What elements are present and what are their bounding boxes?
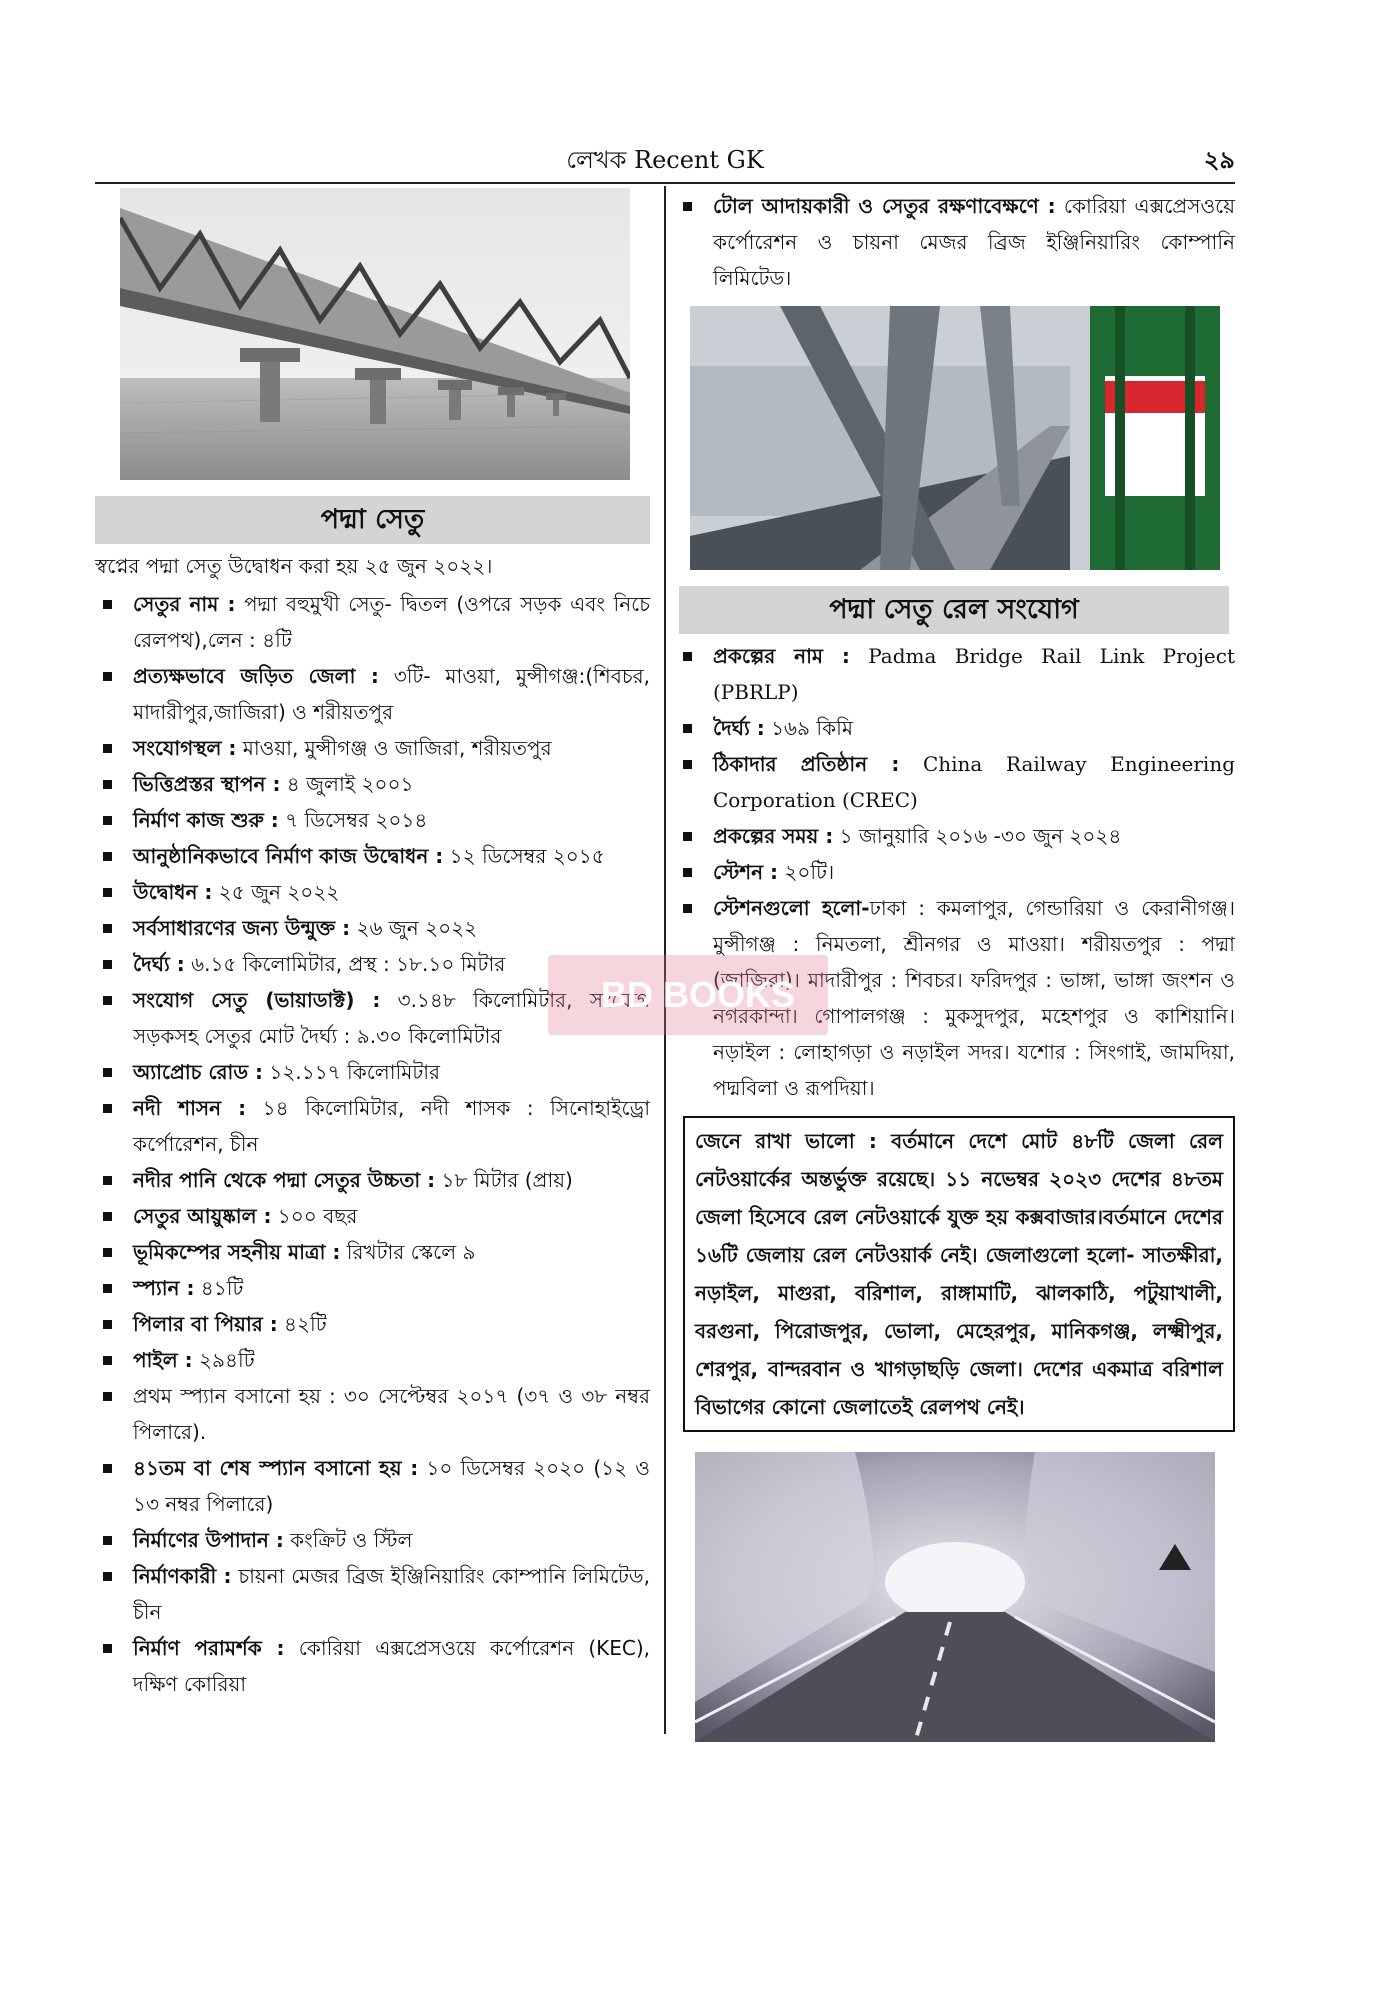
item-label: সংযোগ সেতু (ভায়াডাক্ট) : <box>133 988 381 1012</box>
item-text: ৪১টি <box>194 1276 244 1300</box>
list-item <box>95 1378 650 1450</box>
tunnel-photo <box>695 1452 1215 1742</box>
padma-facts-list <box>95 586 650 1702</box>
watermark-text: BD BOOKS <box>600 974 795 1015</box>
item-text: Padma Bridge Rail Link Project (PBRLP) <box>713 644 1235 704</box>
list-item <box>675 188 1235 296</box>
item-label: প্রকল্পের সময় : <box>713 824 834 848</box>
item-text: ২০টি। <box>778 860 835 884</box>
item-label: টোল আদায়কারী ও সেতুর রক্ষণাবেক্ষণে : <box>713 194 1056 218</box>
item-label: প্রকল্পের নাম : <box>713 644 850 668</box>
list-item <box>95 1234 650 1270</box>
item-text: ১৮ মিটার (প্রায়) <box>435 1168 573 1192</box>
list-item <box>95 1342 650 1378</box>
list-item <box>95 1198 650 1234</box>
item-label: দৈর্ঘ্য : <box>133 952 185 976</box>
list-item <box>95 910 650 946</box>
item-text: ৩টি- মাওয়া, মুন্সীগঞ্জ:(শিবচর, মাদারীপুর,জাজিরা) ও শরীয়তপুর <box>133 664 650 724</box>
list-item <box>95 1630 650 1702</box>
page-number: ২৯ <box>1203 146 1235 174</box>
list-item <box>95 1558 650 1630</box>
list-item <box>95 1450 650 1522</box>
padma-bridge-heading: পদ্মা সেতু <box>95 496 650 544</box>
list-item <box>95 766 650 802</box>
item-text: China Railway Engineering Corporation (CREC) <box>713 752 1236 812</box>
item-label: সর্বসাধারণের জন্য উন্মুক্ত : <box>133 916 351 940</box>
info-note-box: জেনে রাখা ভালো : বর্তমানে দেশে মোট ৪৮টি জেলা রেল নেটওয়ার্কের অন্তর্ভুক্ত রয়েছে। ১১ নভেম্বর ২০২৩ দেশের ৪৮তম জেলা হিসেবে রেল নেটওয়ার্কে যুক্ত হয় কক্সবাজার।বর্তমানে দেশের ১৬টি জেলায় রেল নেটওয়ার্ক নেই। জেলাগুলো হলো- সাতক্ষীরা, নড়াইল, মাগুরা, বরিশাল, রাঙ্গামাটি, ঝালকাঠি, পটুয়াখালী, বরগুনা, পিরোজপুর, ভোলা, মেহেরপুর, মানিকগঞ্জ, লক্ষ্মীপুর, শেরপুর, বান্দরবান ও খাগড়াছড়ি জেলা। দেশের একমাত্র বরিশাল বিভাগের কোনো জেলাতেই রেলপথ নেই। <box>683 1116 1235 1432</box>
item-label: নদীর পানি থেকে পদ্মা সেতুর উচ্চতা : <box>133 1168 436 1192</box>
item-text: ১০ ডিসেম্বর ২০২০ (১২ ও ১৩ নম্বর পিলারে) <box>133 1456 650 1516</box>
list-item <box>95 658 650 730</box>
list-item <box>95 1522 650 1558</box>
list-item <box>675 746 1235 818</box>
item-label: নির্মাণকারী : <box>133 1564 232 1588</box>
rail-link-list <box>675 638 1235 1106</box>
padma-bridge-photo <box>120 188 630 480</box>
item-label: স্টেশন : <box>713 860 779 884</box>
list-item <box>95 586 650 658</box>
item-text: পদ্মা বহুমুখী সেতু- দ্বিতল (ওপরে সড়ক এবং নিচে রেলপথ),লেন : ৪টি <box>133 592 650 652</box>
list-item <box>95 1270 650 1306</box>
item-text: রিখটার স্কেলে ৯ <box>340 1240 476 1264</box>
list-item <box>675 710 1235 746</box>
item-text: ৬.১৫ কিলোমিটার, প্রস্থ : ১৮.১০ মিটার <box>184 952 506 976</box>
item-text: ১০০ বছর <box>271 1204 358 1228</box>
list-item <box>95 1054 650 1090</box>
item-label: স্টেশনগুলো হলো- <box>713 896 870 920</box>
item-label: সংযোগস্থল : <box>133 736 237 760</box>
left-column <box>95 188 650 1702</box>
list-item <box>95 730 650 766</box>
item-label: নির্মাণ পরামর্শক : <box>133 1636 285 1660</box>
item-text: ২৬ জুন ২০২২ <box>350 916 478 940</box>
list-item <box>95 802 650 838</box>
item-text: চায়না মেজর ব্রিজ ইঞ্জিনিয়ারিং কোম্পানি লিমিটেড, চীন <box>133 1564 650 1624</box>
item-text: কোরিয়া এক্সপ্রেসওয়ে কর্পোরেশন ও চায়না মেজর ব্রিজ ইঞ্জিনিয়ারিং কোম্পানি লিমিটেড। <box>713 194 1235 290</box>
item-text: ৭ ডিসেম্বর ২০১৪ <box>278 808 428 832</box>
list-item <box>95 1090 650 1162</box>
list-item <box>675 638 1235 710</box>
item-text: ১৬৯ কিমি <box>764 716 853 740</box>
item-label: উদ্বোধন : <box>133 880 213 904</box>
item-label: প্রত্যক্ষভাবে জড়িত জেলা : <box>133 664 379 688</box>
item-label: ৪১তম বা শেষ স্প্যান বসানো হয় : <box>133 1456 419 1480</box>
item-label: পিলার বা পিয়ার : <box>133 1312 278 1336</box>
item-label: নির্মাণ কাজ শুরু : <box>133 808 279 832</box>
list-item <box>675 854 1235 890</box>
intro-text: স্বপ্নের পদ্মা সেতু উদ্বোধন করা হয় ২৫ জুন ২০২২। <box>95 554 493 578</box>
item-text: ৩.১৪৮ কিলোমিটার, সংযোগ সড়কসহ সেতুর মোট দৈর্ঘ্য : ৯.৩০ কিলোমিটার <box>133 988 650 1048</box>
item-text: ১৪ কিলোমিটার, নদী শাসক : সিনোহাইড্রো কর্পোরেশন, চীন <box>133 1096 651 1156</box>
item-label: অ্যাপ্রোচ রোড : <box>133 1060 264 1084</box>
item-text: ২৯৪টি <box>192 1348 255 1372</box>
item-label: পাইল : <box>133 1348 193 1372</box>
bridge-walkway-photo <box>690 306 1220 570</box>
item-text: ২৫ জুন ২০২২ <box>212 880 340 904</box>
item-text: কোরিয়া এক্সপ্রেসওয়ে কর্পোরেশন (KEC), দক্ষিণ কোরিয়া <box>133 1636 650 1696</box>
list-item <box>95 838 650 874</box>
item-text: প্রথম স্প্যান বসানো হয় : ৩০ সেপ্টেম্বর ২০১৭ (৩৭ ও ৩৮ নম্বর পিলারে). <box>133 1384 650 1444</box>
item-label: ভিত্তিপ্রস্তর স্থাপন : <box>133 772 281 796</box>
item-text: ৪ জুলাই ২০০১ <box>280 772 414 796</box>
page-header <box>95 140 1235 180</box>
item-text: ১২ ডিসেম্বর ২০১৫ <box>443 844 605 868</box>
header-rule <box>95 182 1235 184</box>
item-label: সেতুর নাম : <box>133 592 236 616</box>
list-item <box>95 874 650 910</box>
item-label: ঠিকাদার প্রতিষ্ঠান : <box>713 752 900 776</box>
list-item <box>675 818 1235 854</box>
item-label: নদী শাসন : <box>133 1096 247 1120</box>
list-item <box>95 1306 650 1342</box>
item-text: ১২.১১৭ কিলোমিটার <box>263 1060 441 1084</box>
item-label: দৈর্ঘ্য : <box>713 716 765 740</box>
item-text: ৪২টি <box>277 1312 327 1336</box>
header-title: লেখক Recent GK <box>566 146 764 174</box>
toll-list <box>675 188 1235 296</box>
item-text: মাওয়া, মুন্সীগঞ্জ ও জাজিরা, শরীয়তপুর <box>236 736 552 760</box>
item-label: নির্মাণের উপাদান : <box>133 1528 284 1552</box>
item-label: স্প্যান : <box>133 1276 195 1300</box>
rail-link-heading: পদ্মা সেতু রেল সংযোগ <box>679 586 1229 634</box>
item-text: কংক্রিট ও স্টিল <box>283 1528 413 1552</box>
item-text: ১ জানুয়ারি ২০১৬ -৩০ জুন ২০২৪ <box>833 824 1122 848</box>
item-label: ভূমিকম্পের সহনীয় মাত্রা : <box>133 1240 341 1264</box>
list-item <box>95 1162 650 1198</box>
item-text: ঢাকা : কমলাপুর, গেন্ডারিয়া ও কেরানীগঞ্জ। মুন্সীগঞ্জ : নিমতলা, শ্রীনগর ও মাওয়া। শরীয়তপুর : পদ্মা (জাজিরা)। মাদারীপুর : শিবচর। ফরিদপুর : ভাঙ্গা, ভাঙ্গা জংশন ও নগরকান্দা। গোপালগঞ্জ : মুকসুদপুর, মহেশপুর ও কাশিয়ানি। নড়াইল : লোহাগড়া ও নড়াইল সদর। যশোর : সিংগাই, জামদিয়া, পদ্মবিলা ও রূপদিয়া। <box>713 896 1235 1100</box>
item-label: সেতুর আয়ুষ্কাল : <box>133 1204 272 1228</box>
bd-books-watermark <box>548 955 828 1035</box>
item-label: আনুষ্ঠানিকভাবে নির্মাণ কাজ উদ্বোধন : <box>133 844 444 868</box>
